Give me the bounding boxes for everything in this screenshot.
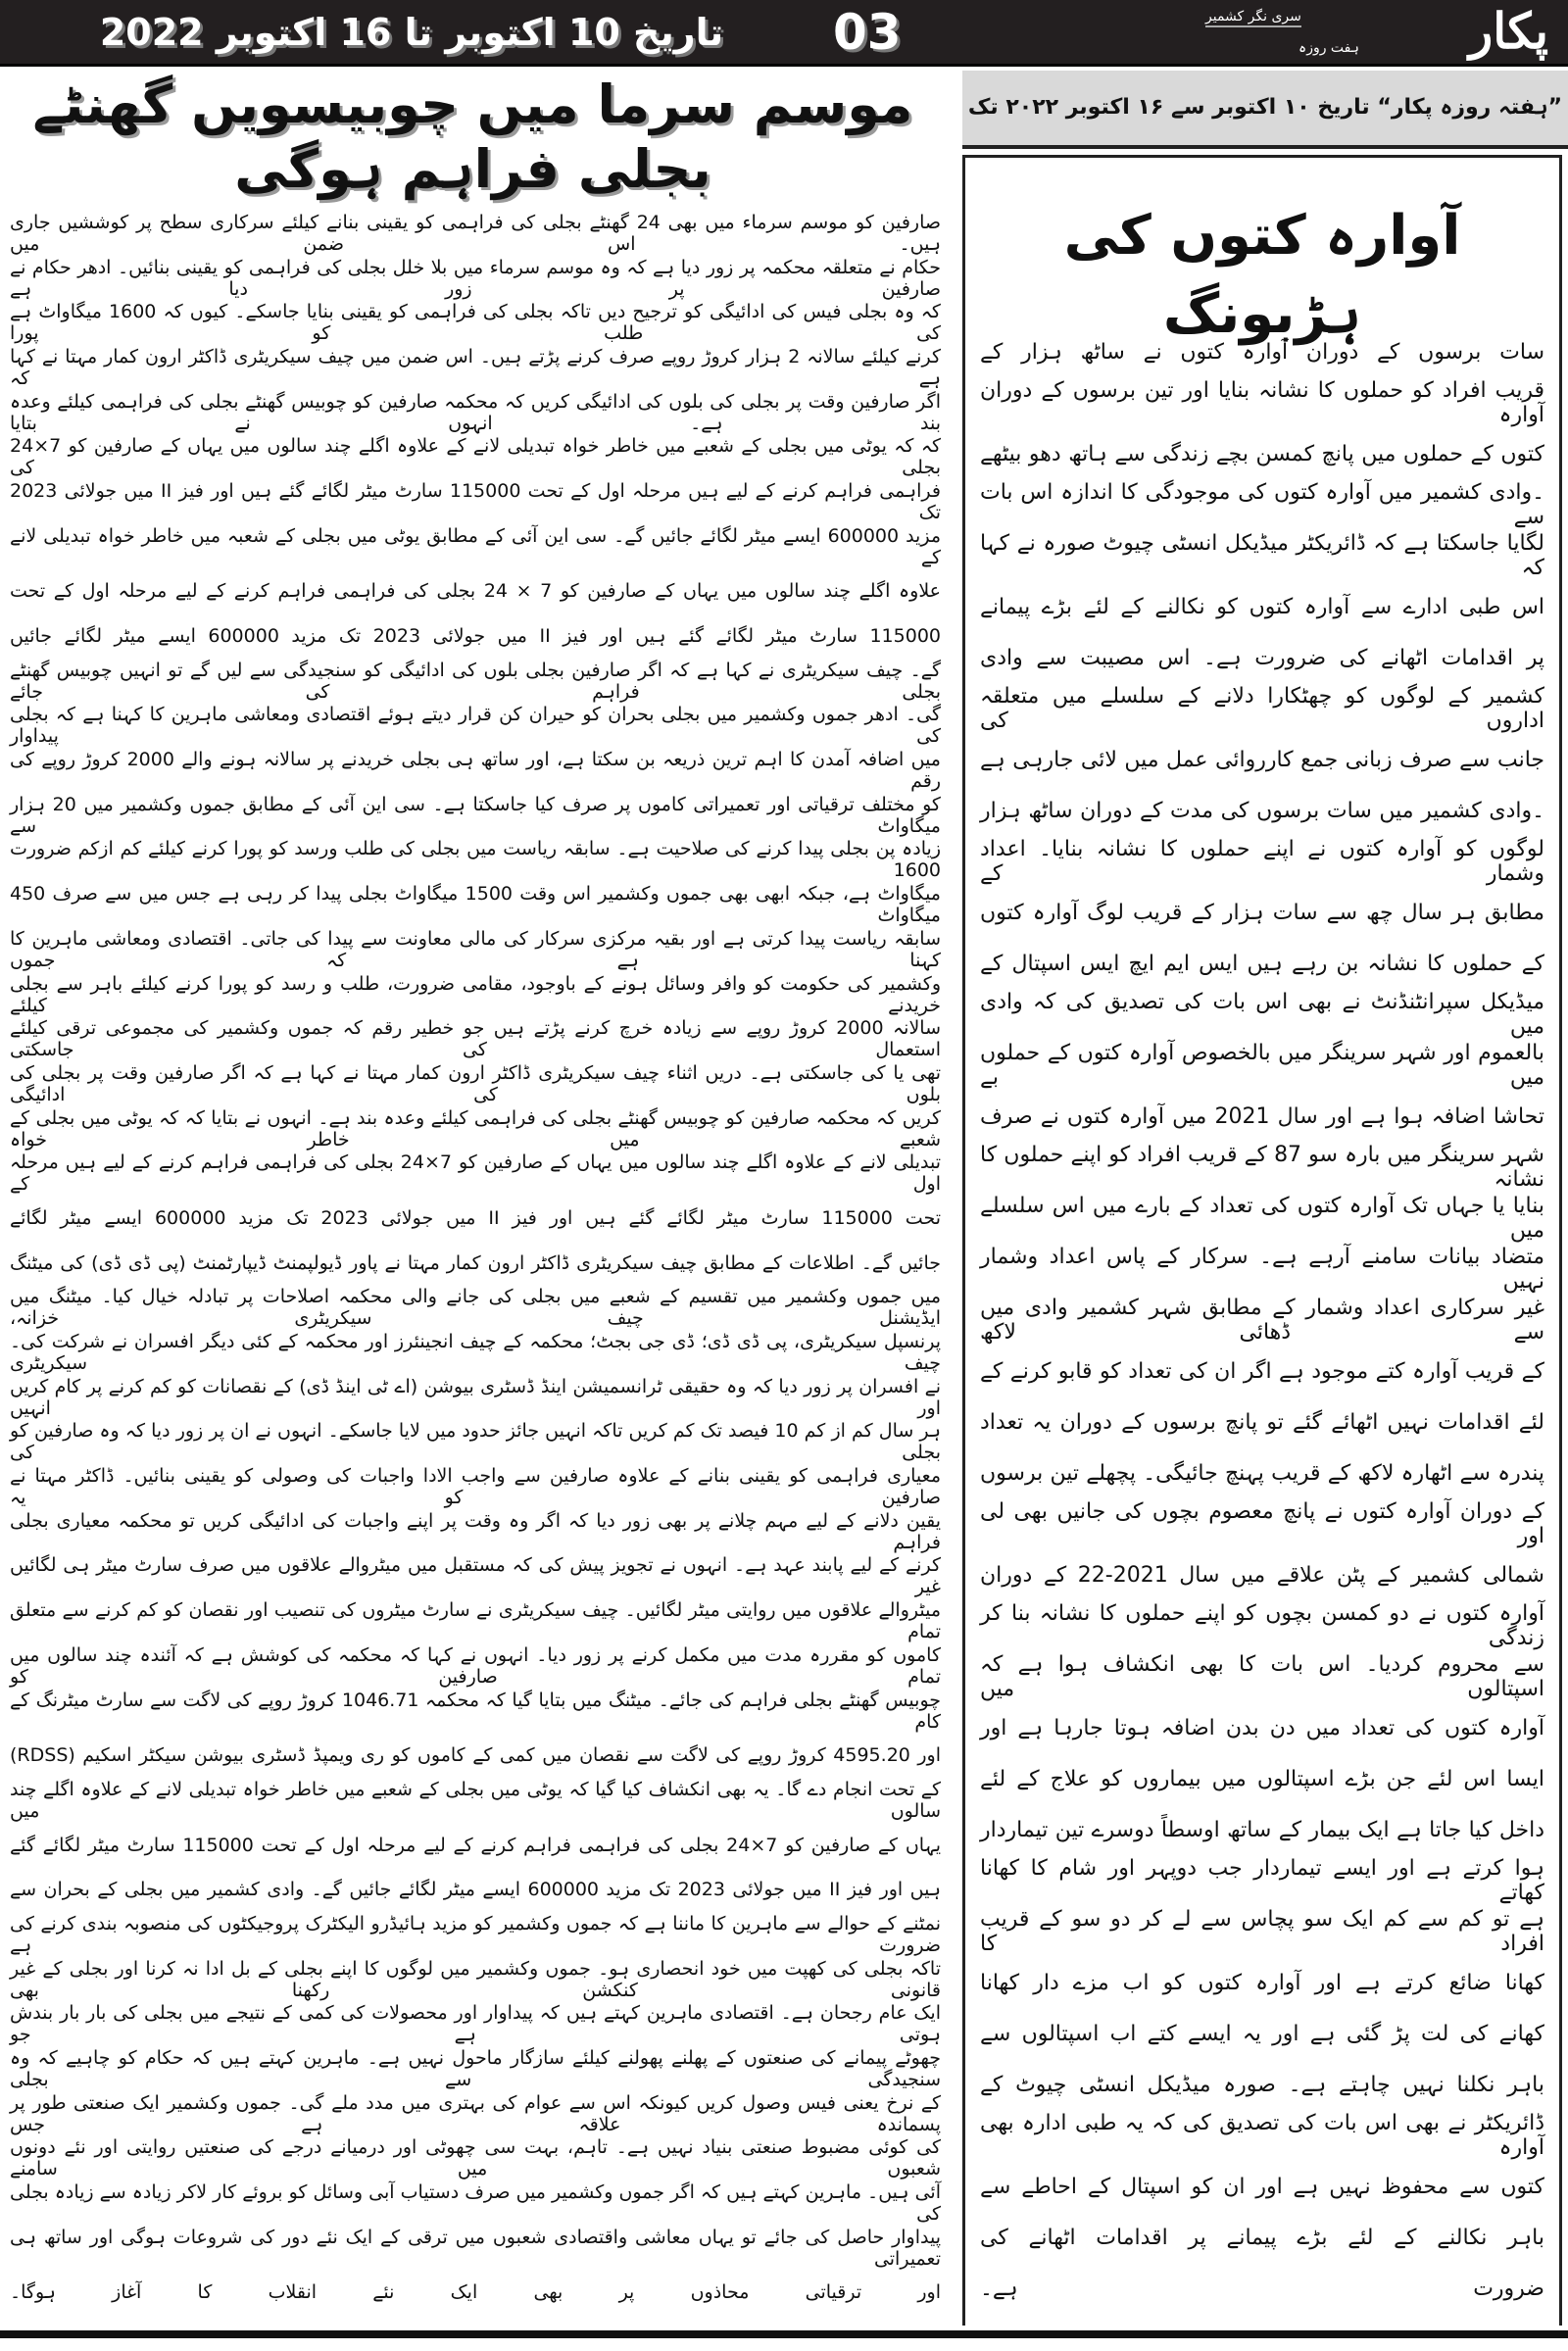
text-line xyxy=(980,1244,1544,1295)
text-line xyxy=(980,1702,1544,1753)
text-line-content: سابقہ ریاست پیدا کرتی ہے اور بقیہ مرکزی سرکار کی مالی معاونت سے پیدا کی جاتی۔ اقتصادی ومعاشی ماہرین کا کہنا ہے کہ جموں xyxy=(10,927,941,971)
text-line xyxy=(980,530,1544,581)
text-line xyxy=(980,683,1544,734)
text-line xyxy=(10,434,941,479)
text-line xyxy=(10,211,941,256)
text-line-content: اور 4595.20 کروڑ روپے کی لاگت سے نقصان میں کمی کے کاموں کو ری ویمپڈ ڈسٹری بیوشن سیکٹر اسکیم (RDSS) xyxy=(10,1744,941,1767)
text-line xyxy=(10,1733,941,1778)
text-line xyxy=(10,2002,941,2047)
text-line-content: فراہمی فراہم کرنے کے لیے ہیں مرحلہ اول کے تحت 115000 سارٹ میٹر لگائے گئے ہیں اور فیز II میں جولائی 2023 تک xyxy=(10,479,941,523)
text-line-content: غیر سرکاری اعداد وشمار کے مطابق شہر کشمیر وادی میں سے ڈھائی لاکھ xyxy=(980,1296,1544,1345)
text-line xyxy=(10,1957,941,2002)
text-line xyxy=(980,1549,1544,1600)
text-line-content: شمالی کشمیر کے پٹن علاقے میں سال 2021-22 کے دوران xyxy=(980,1562,1544,1588)
text-line xyxy=(980,1447,1544,1498)
text-line-content: میگاواٹ ہے، جبکہ ابھی بھی جموں وکشمیر اس وقت 1500 میگاواٹ بجلی پیدا کر رہی ہے جس میں سے صرف 450 میگاواٹ xyxy=(10,883,941,927)
text-line xyxy=(980,734,1544,785)
text-line xyxy=(980,1346,1544,1396)
text-line xyxy=(980,938,1544,989)
text-line xyxy=(10,793,941,838)
text-line-content: گی۔ ادھر جموں وکشمیر میں بجلی بحران کو حیران کن قرار دیتے ہوئے اقتصادی ومعاشی ماہرین کا کہنا ہے کہ بجلی کی پیداوار xyxy=(10,704,941,748)
text-line-content: کھانے کی لت پڑ گئی ہے اور یہ ایسے کتے اب اسپتالوں سے xyxy=(980,2021,1544,2046)
text-line xyxy=(10,1286,941,1331)
text-line xyxy=(10,256,941,301)
text-line-content: کی کوئی مضبوط صنعتی بنیاد نہیں ہے۔ تاہم، بہت سی چھوٹی اور درمیانے درجے کی صنعتیں روایتی اور نئے دونوں شعبوں میں سامنے xyxy=(10,2136,941,2180)
text-line xyxy=(980,1600,1544,1651)
text-line-content: پرنسپل سیکریٹری، پی ڈی ڈی؛ ڈی جی بجٹ؛ محکمہ کے چیف انجینئرز اور محکمہ کے کئی دیگر افسران نے شرکت کی۔ چیف سیکریٹری xyxy=(10,1331,941,1375)
text-line-content: ضرورت ہے۔ xyxy=(980,2276,1544,2301)
text-line-content: لئے اقدامات نہیں اٹھائے گئے تو پانچ برسوں کے دوران یہ تعداد xyxy=(980,1409,1544,1435)
text-line-content: آوارہ کتوں نے دو کمسن بچوں کو اپنے حملوں کا نشانہ بنا کر زندگی xyxy=(980,1601,1544,1650)
text-line xyxy=(980,1855,1544,1906)
text-line xyxy=(980,1498,1544,1549)
text-line-content: تاکہ بجلی کی کھپت میں خود انحصاری ہو۔ جموں وکشمیر میں لوگوں کا اپنے بجلی کے بل ادا نہ کرنا اور بجلی کے غیر قانونی کنکشن رکھنا بھی xyxy=(10,1957,941,2001)
right-article-body xyxy=(980,326,1544,2314)
text-line-content: ہوا کرتے ہے اور ایسے تیماردار جب دوپہر اور شام کا کھانا کھاتے xyxy=(980,1856,1544,1905)
text-line xyxy=(10,1554,941,1599)
text-line-content: نمٹنے کے حوالے سے ماہرین کا ماننا ہے کہ جموں وکشمیر کو مزید ہائیڈرو الیکٹرک پروجیکٹوں کی منصوبہ بندی کرنے کی ضرورت ہے xyxy=(10,1912,941,1956)
text-line-content: جانب سے صرف زبانی جمع کارروائی عمل میں لائی جارہی ہے xyxy=(980,747,1544,772)
text-line-content: پر اقدامات اٹھانے کی ضرورت ہے۔ اس مصیبت سے وادی xyxy=(980,645,1544,670)
text-line-content: میٹروالے علاقوں میں روایتی میٹر لگائیں۔ چیف سیکریٹری نے سارٹ میٹروں کی تنصیب اور نقصان کو کم کرنے سے متعلق تمام xyxy=(10,1599,941,1643)
right-band-text: ”ہفتہ روزہ پکار“ تاریخ ۱۰ اکتوبر سے ۱۶ اکتوبر ۲۰۲۲ تک xyxy=(967,95,1563,120)
text-line xyxy=(980,2263,1544,2314)
text-line-content: اور ترقیاتی محاذوں پر بھی ایک نئے انقلاب کا آغاز ہوگا۔ xyxy=(10,2281,941,2304)
text-line xyxy=(980,1906,1544,1957)
text-line xyxy=(980,581,1544,632)
text-line-content: تھی یا کی جاسکتی ہے۔ دریں اثناء چیف سیکریٹری ڈاکٹر ارون کمار مہتا نے کہا ہے کہ اگر صارفین وقت پر بجلی کی بلوں کی ادائیگی xyxy=(10,1061,941,1105)
text-line xyxy=(10,1061,941,1106)
text-line xyxy=(10,390,941,435)
text-line-content: بنایا یا جہاں تک آوارہ کتوں کی تعداد کے بارے میں اس سلسلے میں xyxy=(980,1194,1544,1243)
text-line xyxy=(980,1295,1544,1346)
text-line xyxy=(10,2136,941,2181)
text-line xyxy=(10,1912,941,1957)
text-line xyxy=(980,785,1544,836)
text-line-content: کے تحت انجام دے گا۔ یہ بھی انکشاف کیا گیا کہ یوٹی میں بجلی کے شعبے میں خاطر خواہ تبدیلی لانے کے علاوہ اگلے چند سالوں میں xyxy=(10,1778,941,1822)
text-line xyxy=(980,1753,1544,1804)
text-line xyxy=(980,2110,1544,2161)
text-line xyxy=(10,1598,941,1643)
text-line-content: یقین دلانے کے لیے مہم چلانے پر بھی زور دیا کہ اگر وہ وقت پر اپنے واجبات کی ادائیگی کریں تو محکمہ معیاری بجلی فراہم xyxy=(10,1509,941,1553)
text-line-content: معیاری فراہمی کو یقینی بنانے کے علاوہ صارفین سے واجب الادا واجبات کی وصولی کو یقینی بنائیں۔ ڈاکٹر مہتا نے صارفین کو یہ xyxy=(10,1465,941,1509)
text-line xyxy=(10,1689,941,1734)
text-line xyxy=(980,1396,1544,1447)
text-line-content: میں اضافہ آمدن کا اہم ترین ذریعہ بن سکتا ہے، اور ساتھ ہی بجلی خریدنے پر سالانہ ہونے والے 2000 کروڑ روپے کی رقم xyxy=(10,749,941,793)
logo-weekly: ہفت روزہ xyxy=(1298,40,1359,56)
newspaper-logo xyxy=(1205,0,1558,67)
text-line-content: کے حملوں کا نشانہ بن رہے ہیں ایس ایم ایچ ایس اسپتال کے xyxy=(980,951,1544,976)
text-line xyxy=(10,1867,941,1912)
text-line xyxy=(980,1142,1544,1193)
text-line-content: ہیں اور فیز II میں جولائی 2023 تک مزید 600000 ایسے میٹر لگائے جائیں گے۔ وادی کشمیر میں بجلی کے بحران سے xyxy=(10,1879,941,1901)
right-issue-band xyxy=(962,71,1568,149)
text-line-content: میں جموں وکشمیر میں تقسیم کے شعبے میں بجلی کی جانے والی محکمہ اصلاحات پر تبادلہ خیال کیا۔ میٹنگ میں ایڈیشنل چیف سیکریٹری خزانہ، xyxy=(10,1286,941,1330)
issue-date: تاریخ 10 اکتوبر تا 16 اکتوبر 2022 xyxy=(99,11,724,54)
text-line-content: میڈیکل سپرانٹنڈنٹ نے بھی اس بات کی تصدیق کی کہ وادی میں xyxy=(980,990,1544,1039)
text-line-content: کشمیر کے لوگوں کو چھٹکارا دلانے کے سلسلے میں متعلقہ اداروں کی xyxy=(980,684,1544,733)
text-line xyxy=(980,2212,1544,2263)
text-line xyxy=(980,1091,1544,1142)
text-line-content: لوگوں کو آوارہ کتوں نے اپنے حملوں کا نشانہ بنایا۔ اعداد وشمار کے xyxy=(980,837,1544,886)
text-line xyxy=(980,326,1544,377)
text-line xyxy=(10,345,941,390)
text-line-content: کتوں کے حملوں میں پانچ کمسن بچے زندگی سے ہاتھ دھو بیٹھے xyxy=(980,441,1544,466)
page-number: 03 xyxy=(833,4,902,61)
text-line-content: چوبیس گھنٹے بجلی فراہم کی جائے۔ میٹنگ میں بتایا گیا کہ محکمہ 1046.71 کروڑ روپے کی لاگت سے سارٹ میٹرنگ کے کام xyxy=(10,1689,942,1733)
text-line-content: 115000 سارٹ میٹر لگائے گئے ہیں اور فیز II میں جولائی 2023 تک مزید 600000 ایسے میٹر لگائے جائیں xyxy=(10,625,941,648)
text-line-content: متضاد بیانات سامنے آرہے ہے۔ سرکار کے پاس اعداد وشمار نہیں xyxy=(980,1245,1544,1294)
right-article-box xyxy=(962,155,1562,2326)
text-line-content: زیادہ پن بجلی پیدا کرنے کی صلاحیت ہے۔ سابقہ ریاست میں بجلی کی طلب ورسد کو پورا کرنے کیلئے کم ازکم ضرورت 1600 xyxy=(10,838,941,882)
text-line xyxy=(10,927,941,972)
text-line-content: باہر نکلنا نہیں چاہتے ہے۔ صورہ میڈیکل انسٹی چیوٹ کے xyxy=(980,2072,1544,2097)
text-line xyxy=(980,2161,1544,2212)
text-line-content: چھوٹے پیمانے کی صنعتوں کے پھلنے پھولنے کیلئے سازگار ماحول نہیں ہے۔ ماہرین کہتے ہیں کہ حکام کو چاہیے کہ وہ سنجیدگی سے بجلی xyxy=(10,2047,941,2091)
text-line-content: کے قریب آوارہ کتے موجود ہے اگر ان کی تعداد کو قابو کرنے کے xyxy=(980,1358,1544,1384)
right-article-headline: آوارہ کتوں کی ہڑبونگ xyxy=(1063,204,1461,346)
text-line-content: کے دوران آوارہ کتوں نے پانچ معصوم بچوں کی جانیں بھی لی اور xyxy=(980,1499,1544,1548)
text-line-content: باہر نکالنے کے لئے بڑے پیمانے پر اقدامات اٹھانے کی xyxy=(980,2225,1544,2250)
text-line-content: ایسا اس لئے جن بڑے اسپتالوں میں بیماروں کو علاج کے لئے xyxy=(980,1766,1544,1791)
text-line-content: کھانا ضائع کرتے ہے اور آوارہ کتوں کو اب مزے دار کھانا xyxy=(980,1970,1544,1995)
text-line xyxy=(10,1420,941,1465)
text-line-content: شہر سرینگر میں بارہ سو 87 کے قریب افراد کو اپنے حملوں کا نشانہ xyxy=(980,1143,1544,1192)
text-line xyxy=(10,2091,941,2136)
text-line xyxy=(980,836,1544,887)
text-line xyxy=(980,1193,1544,1244)
text-line xyxy=(10,2046,941,2091)
text-line-content: داخل کیا جاتا ہے ایک بیمار کے ساتھ اوسطاً دوسرے تین تیماردار xyxy=(980,1817,1544,1842)
text-line-content: ہے تو کم سے کم ایک سو پچاس سے لے کر دو سو کے قریب افراد کا xyxy=(980,1907,1544,1956)
text-line xyxy=(10,1151,941,1196)
text-line-content: کرنے کے لیے پابند عہد ہے۔ انہوں نے تجویز پیش کی کہ مستقبل میں میٹروالے علاقوں میں صرف سارٹ میٹر ہی لگائیں غیر xyxy=(10,1554,941,1598)
text-line-content: جائیں گے۔ اطلاعات کے مطابق چیف سیکریٹری ڈاکٹر ارون کمار مہتا نے پاور ڈیولپمنٹ ڈیپارٹمنٹ (پی ڈی ڈی) کی میٹنگ xyxy=(10,1251,941,1274)
text-line-content: آوارہ کتوں کی تعداد میں دن بدن اضافہ ہوتا جارہا ہے اور xyxy=(980,1715,1544,1740)
text-line-content: پندرہ سے اٹھارہ لاکھ کے قریب پہنچ جائیگی۔ پچھلے تین برسوں xyxy=(980,1460,1544,1486)
text-line xyxy=(10,1823,941,1868)
text-line-content: کتوں سے محفوظ نہیں ہے اور ان کو اسپتال کے احاطے سے xyxy=(980,2174,1544,2199)
text-line xyxy=(980,2008,1544,2059)
text-line xyxy=(10,1241,941,1286)
text-line-content: سالانہ 2000 کروڑ روپے سے زیادہ خرچ کرنے پڑتے ہیں جو خطیر رقم کہ جموں وکشمیر کی مجموعی ترقی کیلئے استعمال کی جاسکتی xyxy=(10,1017,941,1061)
text-line xyxy=(10,1778,941,1823)
bottom-rule xyxy=(0,2330,1568,2338)
text-line xyxy=(10,300,941,345)
text-line-content: تبدیلی لانے کے علاوہ اگلے چند سالوں میں یہاں کے صارفین کو 7×24 بجلی کی فراہمی فراہم کرنے کے لیے ہیں مرحلہ اول کے xyxy=(10,1151,941,1196)
text-line xyxy=(980,2059,1544,2110)
text-line xyxy=(10,1643,941,1689)
left-article-headline: موسم سرما میں چوبیسویں گھنٹے بجلی فراہم ہوگی xyxy=(32,73,913,200)
text-line-content: کہ وہ بجلی فیس کی ادائیگی کو ترجیح دیں تاکہ بجلی کی فراہمی کو یقینی بنایا جاسکے۔ کیوں کہ 1600 میگاواٹ ہے کی طلب کو پورا xyxy=(10,301,941,345)
text-line xyxy=(10,1196,941,1241)
text-line-content: تحت 115000 سارٹ میٹر لگائے گئے ہیں اور فیز II میں جولائی 2023 تک مزید 600000 ایسے میٹر لگائے xyxy=(10,1206,941,1229)
logo-city: سری نگر کشمیر xyxy=(1205,8,1301,27)
text-line-content: کہ کہ یوٹی میں بجلی کے شعبے میں خاطر خواہ تبدیلی لانے کے علاوہ اگلے چند سالوں میں یہاں کے صارفین کو 7×24 بجلی کی xyxy=(10,435,941,479)
text-line xyxy=(10,2271,941,2316)
text-line-content: مزید 600000 ایسے میٹر لگائے جائیں گے۔ سی این آئی کے مطابق یوٹی میں بجلی کے شعبہ میں خاطر خواہ تبدیلی لانے کے xyxy=(10,524,941,568)
text-line-content: ہر سال کم از کم 10 فیصد تک کم کریں تاکہ انہیں جائز حدود میں لایا جاسکے۔ انہوں نے ان پر زور دیا کہ وہ صارفین کو بجلی کی xyxy=(10,1420,941,1464)
text-line xyxy=(10,479,941,524)
text-line-content: اس طبی ادارے سے آوارہ کتوں کو نکالنے کے لئے بڑے پیمانے xyxy=(980,594,1544,619)
text-line xyxy=(980,989,1544,1040)
text-line-content: کریں کہ محکمہ صارفین کو چوبیس گھنٹے بجلی کی فراہمی کیلئے وعدہ بند ہے۔ انہوں نے بتایا کہ کہ یوٹی میں بجلی کے شعبے میں خاطر خواہ xyxy=(10,1106,941,1151)
text-line xyxy=(980,1040,1544,1091)
text-line xyxy=(10,1330,941,1375)
text-line xyxy=(10,882,941,927)
text-line xyxy=(10,1509,941,1554)
text-line-content: ۔وادی کشمیر میں آوارہ کتوں کی موجودگی کا اندازہ اس بات سے xyxy=(980,480,1544,529)
text-line xyxy=(10,1106,941,1151)
text-line-content: ایک عام رجحان ہے۔ اقتصادی ماہرین کہتے ہیں کہ پیداوار اور محصولات کی کمی کے نتیجے میں بجلی کی بار بار بندش ہوتی ہے جو xyxy=(10,2002,941,2046)
text-line xyxy=(980,887,1544,938)
text-line xyxy=(10,1016,941,1061)
text-line-content: وکشمیر کی حکومت کو وافر وسائل ہونے کے باوجود، مقامی ضرورت، طلب و رسد کو پورا کرنے کیلئے باہر سے بجلی خریدنے کیلئے xyxy=(10,972,941,1016)
text-line-content: کرنے کیلئے سالانہ 2 ہزار کروڑ روپے صرف کرنے پڑتے ہیں۔ اس ضمن میں چیف سیکریٹری ڈاکٹر ارون کمار مہتا نے کہا ہے کہ xyxy=(10,345,941,389)
left-article-body xyxy=(10,211,941,2315)
text-line-content: تحاشا اضافہ ہوا ہے اور سال 2021 میں آوارہ کتوں نے صرف xyxy=(980,1103,1544,1129)
text-line-content: مطابق ہر سال چھ سے سات ہزار کے قریب لوگ آوارہ کتوں xyxy=(980,900,1544,925)
text-line-content: گے۔ چیف سیکریٹری نے کہا ہے کہ اگر صارفین بجلی بلوں کی ادائیگی کو سنجیدگی سے لیں گے تو انہیں چوبیس گھنٹے بجلی فراہم کی جائے xyxy=(10,659,941,703)
text-line xyxy=(10,1375,941,1420)
text-line-content: نے افسران پر زور دیا کہ وہ حقیقی ٹرانسمیشن اینڈ ڈسٹری بیوشن (اے ٹی اینڈ ڈی) کے نقصانات کو کم کرنے پر کام کریں اور انہیں xyxy=(10,1375,941,1419)
text-line xyxy=(10,2226,941,2271)
text-line xyxy=(980,1651,1544,1702)
text-line-content: پیداوار حاصل کی جائے تو یہاں معاشی واقتصادی شعبوں میں ترقی کے ایک نئے دور کی شروعات ہوگی اور ساتھ ہی تعمیراتی xyxy=(10,2226,941,2270)
text-line-content: کے نرخ یعنی فیس وصول کریں کیونکہ اس سے عوام کی بہتری میں مدد ملے گی۔ جموں وکشمیر ایک صنعتی طور پر پسماندہ علاقہ ہے جس xyxy=(10,2091,941,2135)
text-line xyxy=(980,632,1544,683)
text-line-content: صارفین کو موسم سرماء میں بھی 24 گھنٹے بجلی کی فراہمی کو یقینی بنانے کیلئے سرکاری سطح پر کوششیں جاری ہیں۔ اس ضمن میں xyxy=(10,211,942,255)
text-line xyxy=(980,1804,1544,1855)
text-line xyxy=(10,748,941,793)
text-line xyxy=(10,524,941,569)
text-line-content: سے محروم کردیا۔ اس بات کا بھی انکشاف ہوا ہے کہ اسپتالوں میں xyxy=(980,1652,1544,1701)
text-line xyxy=(10,704,941,749)
text-line-content: بالعموم اور شہر سرینگر میں بالخصوص آوارہ کتوں کے حملوں میں بے xyxy=(980,1041,1544,1090)
text-line xyxy=(10,1464,941,1509)
text-line-content: لگایا جاسکتا ہے کہ ڈائریکٹر میڈیکل انسٹی چیوٹ صورہ نے کہا کہ xyxy=(980,531,1544,580)
text-line-content: ۔وادی کشمیر میں سات برسوں کی مدت کے دوران ساٹھ ہزار xyxy=(980,798,1544,823)
logo-name: پکار xyxy=(1469,2,1548,60)
text-line xyxy=(10,569,941,614)
text-line-content: حکام نے متعلقہ محکمہ پر زور دیا ہے کہ وہ موسم سرماء میں بلا خلل بجلی کی فراہمی کو یقینی بنائیں۔ ادھر حکام نے صارفین پر زور دیا ہے xyxy=(10,256,941,300)
text-line-content: ڈائریکٹر نے بھی اس بات کی تصدیق کی کہ یہ طبی ادارہ بھی آوارہ xyxy=(980,2111,1544,2160)
text-line xyxy=(10,2180,941,2226)
text-line xyxy=(980,377,1544,428)
text-line-content: اگر صارفین وقت پر بجلی کی بلوں کی ادائیگی کریں کہ محکمہ صارفین کو چوبیس گھنٹے بجلی کی فراہمی کیلئے وعدہ بند ہے۔ انہوں نے بتایا xyxy=(10,390,941,434)
text-line-content: یہاں کے صارفین کو 7×24 بجلی کی فراہمی فراہم کرنے کے لیے مرحلہ اول کے تحت 115000 سارٹ میٹر لگائے گئے xyxy=(10,1834,941,1856)
masthead-bar xyxy=(0,0,1568,67)
text-line-content: آئی ہیں۔ ماہرین کہتے ہیں کہ اگر جموں وکشمیر میں صرف دستیاب آبی وسائل کو بروئے کار لاکر زیادہ سے زیادہ بجلی کی xyxy=(10,2181,941,2226)
text-line xyxy=(10,613,941,659)
text-line xyxy=(980,479,1544,530)
text-line xyxy=(980,1957,1544,2008)
text-line-content: قریب افراد کو حملوں کا نشانہ بنایا اور تین برسوں کے دوران آوارہ xyxy=(980,378,1544,427)
text-line xyxy=(10,972,941,1017)
text-line-content: علاوہ اگلے چند سالوں میں یہاں کے صارفین کو 7 × 24 بجلی کی فراہمی فراہم کرنے کے لیے مرحلہ اول کے تحت xyxy=(10,580,941,603)
text-line xyxy=(10,838,941,883)
text-line-content: سات برسوں کے دوران آوارہ کتوں نے ساٹھ ہزار کے xyxy=(980,339,1544,365)
text-line-content: کو مختلف ترقیاتی اور تعمیراتی کاموں پر صرف کیا جاسکتا ہے۔ سی این آئی کے مطابق جموں وکشمیر میں 20 ہزار میگاواٹ سے xyxy=(10,793,941,837)
text-line xyxy=(980,428,1544,479)
text-line-content: کاموں کو مقررہ مدت میں مکمل کرنے پر زور دیا۔ انہوں نے کہا کہ محکمہ کی کوشش ہے کہ آئندہ چند سالوں میں تمام صارفین کو xyxy=(10,1643,941,1688)
text-line xyxy=(10,659,941,704)
